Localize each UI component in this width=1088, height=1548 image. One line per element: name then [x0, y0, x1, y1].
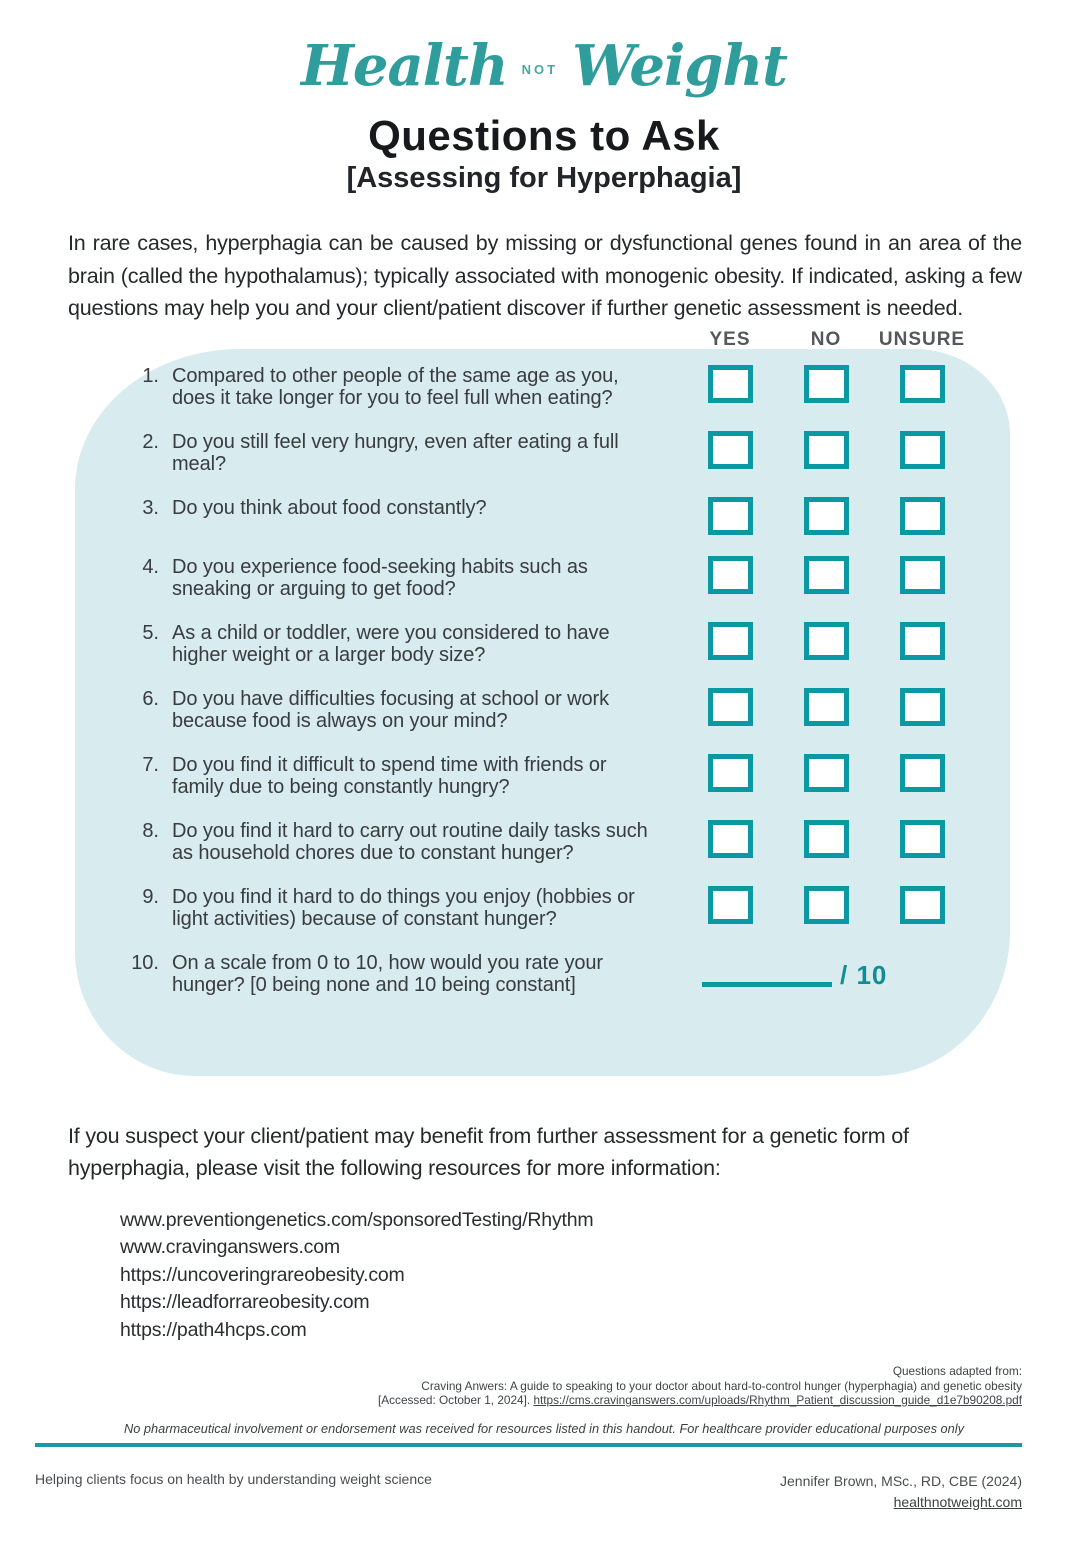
resource-url: www.cravinganswers.com — [120, 1236, 340, 1258]
question-text: Compared to other people of the same age as you, does it take longer for you to feel full when eating? — [172, 364, 619, 409]
question-number: 7. — [142, 753, 159, 776]
logo — [0, 26, 1088, 106]
question-list — [75, 365, 1010, 931]
checkbox-q6-unsure[interactable] — [900, 688, 945, 726]
checkbox-cell — [874, 754, 970, 792]
question-row — [75, 556, 1010, 601]
page-title: Questions to Ask — [368, 112, 720, 159]
checkbox-q7-unsure[interactable] — [900, 754, 945, 792]
resource-url: www.preventiongenetics.com/sponsoredTesting/Rhythm — [120, 1208, 594, 1231]
question-row — [75, 622, 1010, 667]
logo-word-weight: Weight — [572, 33, 788, 99]
disclaimer-text: No pharmaceutical involvement or endorsement was received for resources listed in this handout. For healthcare provider educational purposes only — [123, 1420, 965, 1436]
credits-line2: Craving Anwers: A guide to speaking to your doctor about hard-to-control hunger (hyperphagia) and genetic obesity — [421, 1378, 1022, 1393]
checkbox-cell — [778, 688, 874, 726]
checkbox-cell — [682, 365, 778, 403]
question-row — [75, 497, 1010, 535]
credits-source-link[interactable]: https://cms.cravinganswers.com/uploads/Rhythm_Patient_discussion_guide_d1e7b90208.pdf — [533, 1393, 1022, 1407]
scale-answer — [682, 952, 970, 991]
checkbox-cell — [778, 497, 874, 535]
document-header — [0, 0, 1088, 195]
checkbox-cell — [682, 886, 778, 924]
question-text: Do you still feel very hungry, even after eating a full meal? — [172, 430, 619, 475]
footer-author-block — [780, 1471, 1022, 1513]
question-number: 9. — [142, 885, 159, 908]
checkbox-q8-yes[interactable] — [708, 820, 753, 858]
footer-website-link[interactable]: healthnotweight.com — [893, 1493, 1022, 1510]
question-number: 6. — [142, 687, 159, 710]
logo-word-health: Health — [300, 33, 508, 99]
question-text: As a child or toddler, were you considered to have higher weight or a larger body size? — [172, 621, 610, 666]
score-denominator: / 10 — [840, 959, 888, 990]
checkbox-q2-unsure[interactable] — [900, 431, 945, 469]
checkbox-cell — [778, 365, 874, 403]
question-row — [75, 365, 1010, 410]
checkbox-q8-unsure[interactable] — [900, 820, 945, 858]
checkbox-q5-no[interactable] — [804, 622, 849, 660]
checkbox-cell — [778, 886, 874, 924]
footer-tagline: Helping clients focus on health by understanding weight science — [35, 1470, 432, 1487]
question-number: 5. — [142, 621, 159, 644]
checkbox-cell — [778, 622, 874, 660]
credits-line1: Questions adapted from: — [892, 1364, 1022, 1378]
checkbox-q5-yes[interactable] — [708, 622, 753, 660]
question-number: 2. — [142, 430, 159, 453]
question-text: Do you have difficulties focusing at school or work because food is always on your mind? — [172, 687, 609, 732]
checkbox-q4-yes[interactable] — [708, 556, 753, 594]
credits-accessed: [Accessed: October 1, 2024]. — [378, 1393, 534, 1407]
checkbox-q6-no[interactable] — [804, 688, 849, 726]
checkbox-q3-yes[interactable] — [708, 497, 753, 535]
checkbox-cell — [874, 820, 970, 858]
checkbox-q9-yes[interactable] — [708, 886, 753, 924]
question-number: 3. — [142, 496, 159, 519]
checkbox-cell — [682, 622, 778, 660]
checkbox-cell — [874, 688, 970, 726]
checkbox-q5-unsure[interactable] — [900, 622, 945, 660]
questionnaire-panel — [75, 328, 1010, 1076]
checkbox-cell — [682, 497, 778, 535]
checkbox-cell — [682, 820, 778, 858]
checkbox-cell — [682, 688, 778, 726]
score-blank-field[interactable] — [702, 982, 832, 987]
question-text: On a scale from 0 to 10, how would you rate your hunger? [0 being none and 10 being constant] — [172, 951, 603, 996]
intro-paragraph: In rare cases, hyperphagia can be caused by missing or dysfunctional genes found in an area of the brain (called the hypothalamus); typically associated with monogenic obesity. If indicated, asking a few questions may help you and your client/patient discover if further genetic assessment is needed. — [68, 231, 1022, 320]
checkbox-q7-yes[interactable] — [708, 754, 753, 792]
question-number: 1. — [142, 364, 159, 387]
divider-rule — [35, 1443, 1022, 1447]
checkbox-cell — [682, 431, 778, 469]
question-row — [75, 886, 1010, 931]
resource-url: https://path4hcps.com — [120, 1318, 307, 1341]
question-text: Do you find it hard to carry out routine daily tasks such as household chores due to constant hunger? — [172, 819, 648, 864]
column-header-unsure: UNSURE — [878, 328, 966, 350]
checkbox-cell — [778, 820, 874, 858]
question-text: Do you find it hard to do things you enjoy (hobbies or light activities) because of constant hunger? — [172, 885, 635, 930]
checkbox-q1-unsure[interactable] — [900, 365, 945, 403]
column-header-no: NO — [810, 328, 842, 350]
checkbox-cell — [682, 556, 778, 594]
logo-word-not: NOT — [521, 61, 559, 77]
credits-block — [0, 1364, 1022, 1408]
question-text: Do you experience food-seeking habits such as sneaking or arguing to get food? — [172, 555, 588, 600]
question-row — [75, 431, 1010, 476]
question-row-scale — [75, 952, 1010, 997]
question-row — [75, 688, 1010, 733]
question-number: 10. — [131, 951, 159, 974]
checkbox-cell — [874, 556, 970, 594]
checkbox-cell — [874, 365, 970, 403]
checkbox-q8-no[interactable] — [804, 820, 849, 858]
checkbox-cell — [874, 886, 970, 924]
question-number: 4. — [142, 555, 159, 578]
checkbox-cell — [874, 431, 970, 469]
checkbox-cell — [682, 754, 778, 792]
question-row — [75, 820, 1010, 865]
credits-line3 — [0, 1393, 1022, 1408]
checkbox-cell — [778, 556, 874, 594]
page-subtitle: [Assessing for Hyperphagia] — [346, 162, 742, 194]
resource-url: https://leadforrareobesity.com — [120, 1291, 370, 1313]
outro-paragraph: If you suspect your client/patient may benefit from further assessment for a genetic form of hyperphagia, please visit the following resources for more information: — [68, 1123, 909, 1180]
question-row — [75, 754, 1010, 799]
checkbox-q7-no[interactable] — [804, 754, 849, 792]
resource-list — [120, 1207, 1088, 1345]
checkbox-q6-yes[interactable] — [708, 688, 753, 726]
checkbox-q1-no[interactable] — [804, 365, 849, 403]
checkbox-q1-yes[interactable] — [708, 365, 753, 403]
document-footer — [35, 1471, 1022, 1513]
column-header-yes: YES — [709, 328, 751, 350]
checkbox-cell — [778, 431, 874, 469]
question-text: Do you find it difficult to spend time with friends or family due to being constantly hungry? — [172, 753, 607, 798]
checkbox-q9-unsure[interactable] — [900, 886, 945, 924]
checkbox-cell — [874, 497, 970, 535]
checkbox-cell — [874, 622, 970, 660]
checkbox-q9-no[interactable] — [804, 886, 849, 924]
checkbox-q4-no[interactable] — [804, 556, 849, 594]
footer-author: Jennifer Brown, MSc., RD, CBE (2024) — [780, 1472, 1022, 1489]
checkbox-q4-unsure[interactable] — [900, 556, 945, 594]
checkbox-q2-no[interactable] — [804, 431, 849, 469]
answer-column-headers — [75, 329, 1010, 351]
checkbox-q3-unsure[interactable] — [900, 497, 945, 535]
question-number: 8. — [142, 819, 159, 842]
checkbox-cell — [778, 754, 874, 792]
resource-url: https://uncoveringrareobesity.com — [120, 1263, 405, 1286]
checkbox-q2-yes[interactable] — [708, 431, 753, 469]
checkbox-q3-no[interactable] — [804, 497, 849, 535]
question-text: Do you think about food constantly? — [172, 496, 487, 519]
